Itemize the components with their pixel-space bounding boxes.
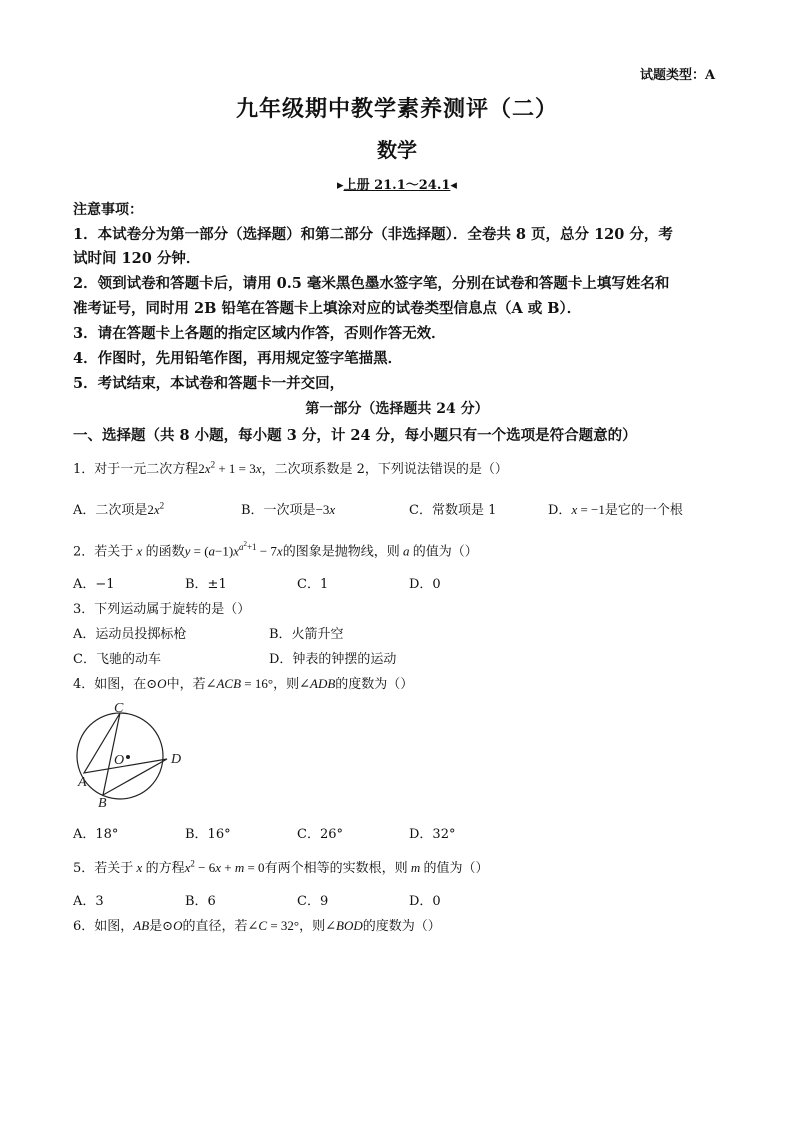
question-2-option-d[interactable]: D．0 bbox=[409, 577, 441, 592]
note-line: 2．领到试卷和答题卡后，请用 0.5 毫米黑色墨水签字笔，分别在试卷和答题卡上填写姓名和 bbox=[73, 275, 670, 292]
scope-text: 上册 21.1～24.1 bbox=[343, 178, 451, 193]
note-line: 4．作图时，先用铅笔作图，再用规定签字笔描黑． bbox=[73, 350, 403, 367]
question-3-option-a[interactable]: A．运动员投掷标枪 bbox=[73, 627, 187, 642]
label-o: O bbox=[114, 753, 125, 768]
question-3-option-d[interactable]: D．钟表的钟摆的运动 bbox=[269, 652, 397, 667]
question-4-option-a[interactable]: A．18° bbox=[73, 827, 119, 842]
question-5-stem: 5．若关于 x 的方程$x^2 - 6x + m = 0$有两个相等的实数根，则 m 的值为（） bbox=[73, 858, 489, 876]
question-4-option-b[interactable]: B．16° bbox=[185, 827, 231, 842]
question-2-option-b[interactable]: B．±1 bbox=[185, 577, 227, 592]
label-b: B bbox=[98, 796, 107, 811]
note-line: 5．考试结束，本试卷和答题卡一并交回， bbox=[73, 375, 345, 392]
question-5-option-a[interactable]: A．3 bbox=[73, 894, 104, 909]
question-2-stem: 2．若关于 x 的函数$y = (a-1)x^{a^2+1} - 7x$的图象是抛物线，则 a 的值为（） bbox=[73, 540, 478, 560]
exam-type-label: 试题类型：A bbox=[640, 68, 716, 83]
label-c: C bbox=[114, 701, 124, 716]
note-line: 3．请在答题卡上各题的指定区域内作答，否则作答无效． bbox=[73, 325, 446, 342]
note-line: 1．本试卷分为第一部分（选择题）和第二部分（非选择题）．全卷共 8 页，总分 120 分，考 bbox=[73, 226, 673, 243]
question-2-option-a[interactable]: A．−1 bbox=[73, 577, 115, 592]
figure-lines bbox=[84, 713, 167, 795]
question-4-stem: 4．如图，在⊙O中，若∠ACB = 16°，则∠ADB的度数为（） bbox=[73, 676, 414, 692]
label-d: D bbox=[171, 752, 182, 767]
question-1-option-a[interactable]: A．二次项是$2x^2$ bbox=[73, 500, 165, 518]
question-4-option-d[interactable]: D．32° bbox=[409, 827, 456, 842]
question-3-option-c[interactable]: C．飞驰的动车 bbox=[73, 652, 161, 667]
part1-title: 第一部分（选择题共 24 分） bbox=[305, 401, 489, 417]
question-1-option-c[interactable]: C．常数项是 1 bbox=[409, 503, 497, 518]
note-line: 准考证号，同时用 2B 铅笔在答题卡上填涂对应的试卷类型信息点（A 或 B）． bbox=[73, 300, 582, 317]
question-5-option-b[interactable]: B．6 bbox=[185, 894, 216, 909]
question-5-option-d[interactable]: D．0 bbox=[409, 894, 441, 909]
exam-title: 九年级期中教学素养测评（二） bbox=[235, 96, 558, 122]
label-a: A bbox=[78, 775, 87, 790]
center-point bbox=[126, 755, 130, 759]
question-1-stem: 1．对于一元二次方程$2x^2 + 1 = 3x$，二次项系数是 2，下列说法错误的是（） bbox=[73, 459, 508, 477]
question-5-option-c[interactable]: C．9 bbox=[297, 894, 329, 909]
question-3-option-b[interactable]: B．火箭升空 bbox=[269, 627, 344, 642]
question-4-figure bbox=[74, 700, 194, 812]
question-2-option-c[interactable]: C．1 bbox=[297, 577, 329, 592]
question-1-option-d[interactable]: D．x = −1是它的一个根 bbox=[548, 502, 683, 518]
question-4-option-c[interactable]: C．26° bbox=[297, 827, 343, 842]
subject-title: 数学 bbox=[377, 138, 417, 162]
question-3-stem: 3．下列运动属于旋转的是（） bbox=[73, 602, 251, 617]
note-line: 试时间 120 分钟． bbox=[73, 250, 201, 267]
question-1-option-b[interactable]: B．一次项是−3x bbox=[241, 502, 336, 518]
scope-line bbox=[0, 174, 794, 193]
scope-suffix-icon: ◂ bbox=[450, 178, 457, 193]
scope-prefix-icon: ▸ bbox=[337, 178, 344, 193]
section-title: 一、选择题（共 8 小题，每小题 3 分，计 24 分，每小题只有一个选项是符合题意的） bbox=[73, 427, 637, 444]
notes-title: 注意事项： bbox=[73, 202, 143, 218]
question-6-stem: 6．如图，AB是⊙O的直径，若∠C = 32°，则∠BOD的度数为（） bbox=[73, 918, 441, 934]
